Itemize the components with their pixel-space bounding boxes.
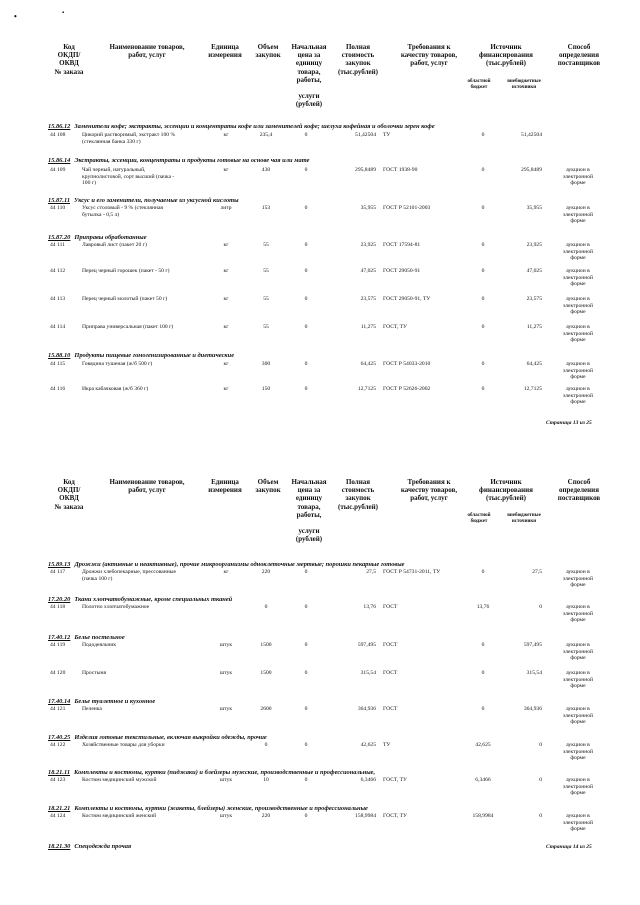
row-number: 44 116 [50, 386, 66, 392]
header-requirements: Требования к качеству товаров, работ, услуг [400, 478, 458, 503]
section-heading: 15.86.14 Экстракты, эссенции, концентраты и продукты готовые на основе чая или мате [48, 157, 310, 164]
row-price: 0 [304, 132, 308, 138]
row-number: 44 108 [50, 132, 66, 138]
scan-mark: ▪ [62, 10, 65, 16]
row-number: 44 120 [50, 670, 66, 676]
row-requirements: ГОСТ 29050-91 [383, 268, 421, 274]
row-extrabudget: 0 [539, 604, 542, 610]
row-volume: 0 [264, 742, 268, 748]
row-extrabudget: 11,275 [526, 324, 542, 330]
row-name: Хозяйственные товары для уборки [82, 742, 165, 748]
row-name: Икра кабачковая (ж/б 360 г) [82, 386, 149, 392]
row-volume: 1500 [260, 642, 272, 648]
row-number: 44 115 [50, 361, 66, 367]
row-price: 0 [304, 324, 308, 330]
row-extrabudget: 23,575 [526, 296, 542, 302]
row-requirements: ГОСТ Р 54033-2010 [383, 361, 431, 367]
section-heading: 18.21.21 Комплекты и костюмы, куртки (жакеты, блейзеры) женские, производственные и профессиональные [48, 805, 368, 812]
row-requirements: ГОСТ, ТУ [383, 777, 407, 783]
row-cost: 315,54 [360, 670, 376, 676]
section-heading: 17.20.20 Ткани хлопчатобумажные, кроме специальных тканей [48, 596, 233, 603]
row-number: 44 122 [50, 742, 66, 748]
row-requirements: ГОСТ Р 52626-2002 [383, 386, 431, 392]
row-name: Дрожжи хлебопекарные, прессованные (пачка 100 г) [82, 569, 176, 582]
row-volume: 0 [264, 604, 268, 610]
row-volume: 153 [261, 205, 271, 211]
row-price: 0 [304, 604, 308, 610]
row-extrabudget: 0 [539, 813, 542, 819]
row-regional: 0 [481, 706, 485, 712]
row-number: 44 112 [50, 268, 66, 274]
row-cost: 23,925 [360, 242, 376, 248]
row-unit: кг [223, 361, 229, 367]
row-volume: 55 [263, 296, 269, 302]
row-unit: кг [223, 268, 229, 274]
row-cost: 47,025 [360, 268, 376, 274]
row-unit: штук [219, 706, 233, 712]
section-heading: 15.88.10 Продукты пищевые гомогенизированные и диетические [48, 352, 235, 359]
page-number: Страница 13 из 25 [546, 420, 592, 426]
row-regional: 42,625 [475, 742, 491, 748]
row-requirements: ГОСТ Р 52101-2003 [383, 205, 431, 211]
header-volume: Объем закупок [255, 478, 281, 495]
row-name: Уксус столовый - 9 % (стеклянная бутылка - 0,5 л) [82, 205, 164, 218]
row-extrabudget: 12,7125 [523, 386, 542, 392]
row-unit: кг [223, 296, 229, 302]
row-method: аукцион в электронной форме [562, 386, 594, 406]
row-name: Перец черный молотый (пакет 50 г) [82, 296, 168, 302]
header-method: Способ определения поставщиков [557, 478, 601, 503]
row-price: 0 [304, 670, 308, 676]
header-regional: областной бюджет [467, 513, 491, 524]
section-heading: 15.86.12 Заменители кофе; экстракты, эссенции и концентраты кофе или заменителей кофе; шелуха кофейная и оболочки зерен кофе [48, 123, 435, 130]
row-extrabudget: 35,955 [526, 205, 542, 211]
row-extrabudget: 597,495 [523, 642, 542, 648]
row-name: Костюм медицинский мужской [82, 777, 157, 783]
section-heading: 17.40.12 Белье постельное [48, 634, 125, 641]
row-extrabudget: 51,42504 [521, 132, 542, 138]
header-start-price: Начальная цена за единицу товара, работы, услуги (рублей) [291, 478, 327, 544]
row-unit: штук [219, 670, 233, 676]
header-source: Источник финансирования (тыс.рублей) [479, 478, 533, 503]
row-method: аукцион в электронной форме [562, 642, 594, 662]
row-method: аукцион в электронной форме [562, 361, 594, 381]
row-number: 44 119 [50, 642, 66, 648]
row-name: Говядина тушеная (ж/б 500 г) [82, 361, 153, 367]
row-regional: 0 [481, 205, 485, 211]
row-name: Перец черный горошек (пакет - 50 г) [82, 268, 170, 274]
header-requirements: Требования к качеству товаров, работ, услуг [400, 43, 458, 68]
section-heading: 17.40.25 Изделия готовые текстильные, включая выкройки одежды, прочие [48, 734, 267, 741]
row-cost: 295,8489 [355, 167, 376, 173]
header-full-cost: Полная стоимость закупок (тыс.рублей) [337, 43, 379, 76]
row-requirements: ГОСТ [383, 706, 398, 712]
row-price: 0 [304, 268, 308, 274]
row-name: Чай черный, натуральный, крупнолистовой, сорт высший (пачка - 100 г) [82, 167, 175, 187]
row-unit: штук [219, 813, 233, 819]
header-method: Способ определения поставщиков [557, 43, 601, 68]
row-requirements: ГОСТ [383, 604, 398, 610]
row-number: 44 110 [50, 205, 66, 211]
section-heading: 15.87.20 Приправы обработанные [48, 234, 147, 241]
row-price: 0 [304, 642, 308, 648]
row-volume: 1500 [260, 670, 272, 676]
row-number: 44 124 [50, 813, 66, 819]
row-requirements: ГОСТ 1938-90 [383, 167, 418, 173]
row-requirements: ГОСТ 17594-81 [383, 242, 421, 248]
row-volume: 55 [263, 268, 269, 274]
row-cost: 158,9984 [355, 813, 376, 819]
row-price: 0 [304, 813, 308, 819]
section-heading: 15.89.13 Дрожжи (активные и неактивные), прочие микроорганизмы одноклеточные мертвые; порошки пекарные готовые [48, 561, 405, 568]
row-volume: 430 [261, 167, 271, 173]
row-extrabudget: 47,025 [526, 268, 542, 274]
row-cost: 12,7125 [357, 386, 376, 392]
row-number: 44 114 [50, 324, 66, 330]
row-volume: 235,4 [259, 132, 273, 138]
header-code: Код ОКДП/ ОКВД № заказа [54, 478, 84, 511]
row-cost: 364,936 [357, 706, 376, 712]
row-volume: 55 [263, 242, 269, 248]
row-volume: 300 [261, 361, 271, 367]
row-unit: штук [219, 777, 233, 783]
row-cost: 27,5 [366, 569, 376, 575]
row-extrabudget: 23,925 [526, 242, 542, 248]
row-volume: 10 [263, 777, 269, 783]
row-cost: 35,955 [360, 205, 376, 211]
row-number: 44 117 [50, 569, 66, 575]
row-name: Пеленка [82, 706, 102, 712]
row-regional: 13,76 [476, 604, 490, 610]
row-volume: 220 [261, 813, 271, 819]
row-cost: 51,42504 [355, 132, 376, 138]
section-heading: 18.21.11 Комплекты и костюмы, куртки (пиджаки) и блейзеры мужские, производственные и профессиональные, [48, 769, 376, 776]
header-name: Наименование товаров, работ, услуг [109, 478, 185, 495]
header-full-cost: Полная стоимость закупок (тыс.рублей) [337, 478, 379, 511]
row-price: 0 [304, 569, 308, 575]
row-regional: 0 [481, 167, 485, 173]
row-name: Приправа универсальная (пакет 100 г) [82, 324, 174, 330]
row-extrabudget: 64,425 [526, 361, 542, 367]
scan-mark: • [14, 12, 17, 21]
row-cost: 23,575 [360, 296, 376, 302]
row-regional: 0 [481, 569, 485, 575]
row-requirements: ГОСТ Р 54731-2011, ТУ [383, 569, 441, 575]
row-name: Простыня [82, 670, 107, 676]
row-price: 0 [304, 296, 308, 302]
row-requirements: ГОСТ 29050-91, ТУ [383, 296, 431, 302]
row-price: 0 [304, 777, 308, 783]
row-cost: 42,625 [360, 742, 376, 748]
row-method: аукцион в электронной форме [562, 569, 594, 589]
row-unit: кг [223, 569, 229, 575]
row-price: 0 [304, 706, 308, 712]
row-regional: 6,3466 [475, 777, 491, 783]
row-cost: 64,425 [360, 361, 376, 367]
row-unit: штук [219, 642, 233, 648]
row-regional: 0 [481, 242, 485, 248]
row-volume: 2600 [260, 706, 272, 712]
row-extrabudget: 315,54 [526, 670, 542, 676]
row-extrabudget: 364,936 [523, 706, 542, 712]
row-unit: кг [223, 386, 229, 392]
header-name: Наименование товаров, работ, услуг [109, 43, 185, 60]
header-start-price: Начальная цена за единицу товара, работы, услуги (рублей) [291, 43, 327, 109]
row-number: 44 118 [50, 604, 66, 610]
row-price: 0 [304, 742, 308, 748]
row-method: аукцион в электронной форме [562, 813, 594, 833]
row-unit: кг [223, 132, 229, 138]
row-regional: 0 [481, 386, 485, 392]
row-unit: литр [220, 205, 232, 211]
row-method: аукцион в электронной форме [562, 242, 594, 262]
row-regional: 158,9984 [472, 813, 494, 819]
row-number: 44 123 [50, 777, 66, 783]
header-unit: Единица измерения [208, 43, 242, 60]
row-requirements: ГОСТ [383, 642, 398, 648]
row-method: аукцион в электронной форме [562, 670, 594, 690]
row-method: аукцион в электронной форме [562, 167, 594, 187]
row-unit: кг [223, 167, 229, 173]
row-regional: 0 [481, 642, 485, 648]
row-name: Полотно хлопчатобумажное [82, 604, 150, 610]
section-heading: 18.21.30 Спецодежда прочая [48, 843, 132, 850]
row-number: 44 113 [50, 296, 66, 302]
row-extrabudget: 295,8489 [521, 167, 542, 173]
header-code: Код ОКДП/ ОКВД № заказа [54, 43, 84, 76]
row-method: аукцион в электронной форме [562, 604, 594, 624]
header-unit: Единица измерения [208, 478, 242, 495]
row-price: 0 [304, 386, 308, 392]
header-extrabudget: внебюджетные источники [507, 79, 541, 90]
row-regional: 0 [481, 670, 485, 676]
row-method: аукцион в электронной форме [562, 296, 594, 316]
row-extrabudget: 0 [539, 742, 542, 748]
row-method: аукцион в электронной форме [562, 205, 594, 225]
row-number: 44 111 [50, 242, 65, 248]
header-source: Источник финансирования (тыс.рублей) [479, 43, 533, 68]
row-regional: 0 [481, 296, 485, 302]
row-price: 0 [304, 167, 308, 173]
row-method: аукцион в электронной форме [562, 706, 594, 726]
page-number: Страница 14 из 25 [546, 844, 592, 850]
header-regional: областной бюджет [467, 79, 491, 90]
row-method: аукцион в электронной форме [562, 742, 594, 762]
row-number: 44 121 [50, 706, 66, 712]
row-requirements: ГОСТ, ТУ [383, 813, 407, 819]
row-price: 0 [304, 361, 308, 367]
row-regional: 0 [481, 132, 485, 138]
row-requirements: ГОСТ [383, 670, 398, 676]
row-volume: 55 [263, 324, 269, 330]
section-heading: 17.40.14 Белье туалетное и кухонное [48, 698, 156, 705]
row-regional: 0 [481, 324, 485, 330]
row-requirements: ТУ [383, 742, 391, 748]
header-volume: Объем закупок [255, 43, 281, 60]
row-price: 0 [304, 242, 308, 248]
row-cost: 6,3466 [360, 777, 376, 783]
row-regional: 0 [481, 361, 485, 367]
row-volume: 220 [261, 569, 271, 575]
header-extrabudget: внебюджетные источники [507, 513, 541, 524]
row-requirements: ТУ [383, 132, 391, 138]
row-name: Лавровый лист (пакет 20 г) [82, 242, 147, 248]
row-requirements: ГОСТ, ТУ [383, 324, 407, 330]
row-extrabudget: 0 [539, 777, 542, 783]
row-extrabudget: 27,5 [532, 569, 542, 575]
row-unit: кг [223, 242, 229, 248]
row-method: аукцион в электронной форме [562, 777, 594, 797]
row-name: Пододеяльник [82, 642, 117, 648]
section-heading: 15.87.11 Уксус и его заменители, получаемые из уксусной кислоты [48, 197, 239, 204]
row-name: Костюм медицинский женский [82, 813, 157, 819]
row-method: аукцион в электронной форме [562, 324, 594, 344]
row-method: аукцион в электронной форме [562, 268, 594, 288]
row-cost: 597,495 [357, 642, 376, 648]
row-volume: 150 [261, 386, 271, 392]
row-regional: 0 [481, 268, 485, 274]
row-price: 0 [304, 205, 308, 211]
row-cost: 11,275 [360, 324, 376, 330]
row-number: 44 109 [50, 167, 66, 173]
row-name: Цикорий растворимый, экстракт 100 % (стеклянная банка 330 г) [82, 132, 176, 145]
row-cost: 13,76 [363, 604, 376, 610]
row-unit: кг [223, 324, 229, 330]
